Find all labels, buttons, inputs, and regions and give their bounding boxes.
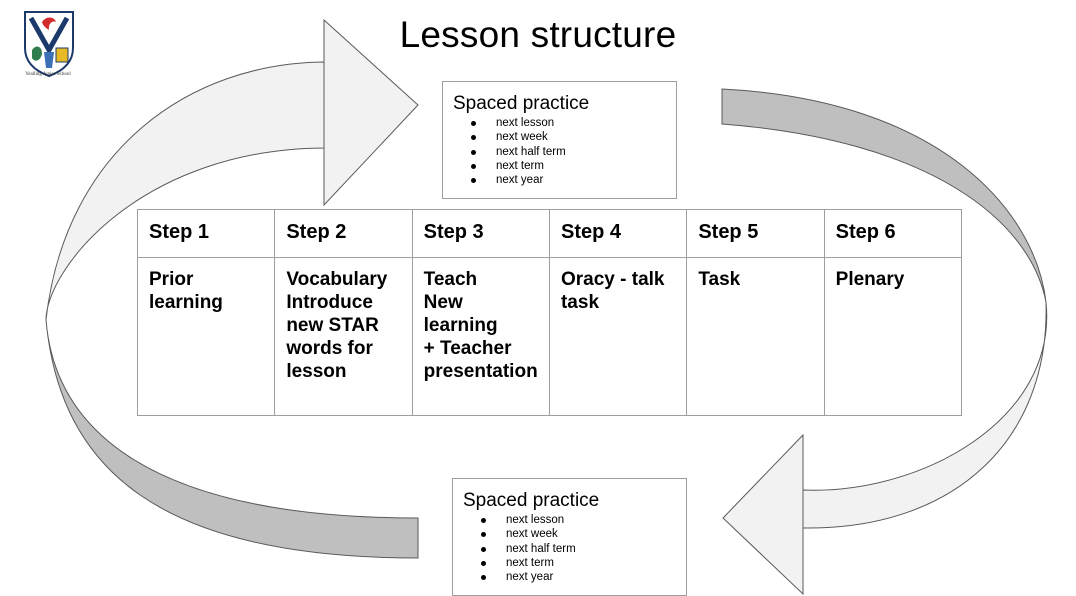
- list-item: next year: [453, 173, 676, 187]
- slide-title: Lesson structure: [399, 14, 677, 55]
- spaced-practice-top-title: Spaced practice: [453, 93, 590, 114]
- step-4-description: Oracy - talk task: [549, 258, 686, 416]
- spaced-practice-bottom-box: [452, 478, 687, 596]
- spaced-practice-bottom-list: [463, 513, 686, 584]
- step-6-heading: Step 6: [824, 210, 961, 258]
- lesson-steps-table: [137, 209, 962, 416]
- school-name: Yealling Junior School: [25, 72, 71, 77]
- steps-header-row: [138, 210, 962, 258]
- spaced-practice-top-box: [442, 81, 677, 199]
- step-1-heading: Step 1: [138, 210, 275, 258]
- step-2-heading: Step 2: [275, 210, 412, 258]
- list-item: next half term: [463, 542, 686, 556]
- list-item: next lesson: [453, 116, 676, 130]
- step-5-heading: Step 5: [687, 210, 824, 258]
- list-item: next term: [453, 159, 676, 173]
- spaced-practice-top-list: [453, 116, 676, 187]
- step-3-description: Teach New learning + Teacher presentation: [412, 258, 549, 416]
- spaced-practice-bottom-title: Spaced practice: [463, 490, 600, 511]
- list-item: next week: [453, 130, 676, 144]
- list-item: next half term: [453, 145, 676, 159]
- step-4-heading: Step 4: [549, 210, 686, 258]
- list-item: next lesson: [463, 513, 686, 527]
- step-3-heading: Step 3: [412, 210, 549, 258]
- step-6-description: Plenary: [824, 258, 961, 416]
- steps-body-row: [138, 258, 962, 416]
- list-item: next term: [463, 556, 686, 570]
- list-item: next week: [463, 527, 686, 541]
- list-item: next year: [463, 570, 686, 584]
- step-5-description: Task: [687, 258, 824, 416]
- right-cycle-arrow-head: [723, 435, 803, 594]
- step-2-description: Vocabulary Introduce new STAR words for lesson: [275, 258, 412, 416]
- step-1-description: Prior learning: [138, 258, 275, 416]
